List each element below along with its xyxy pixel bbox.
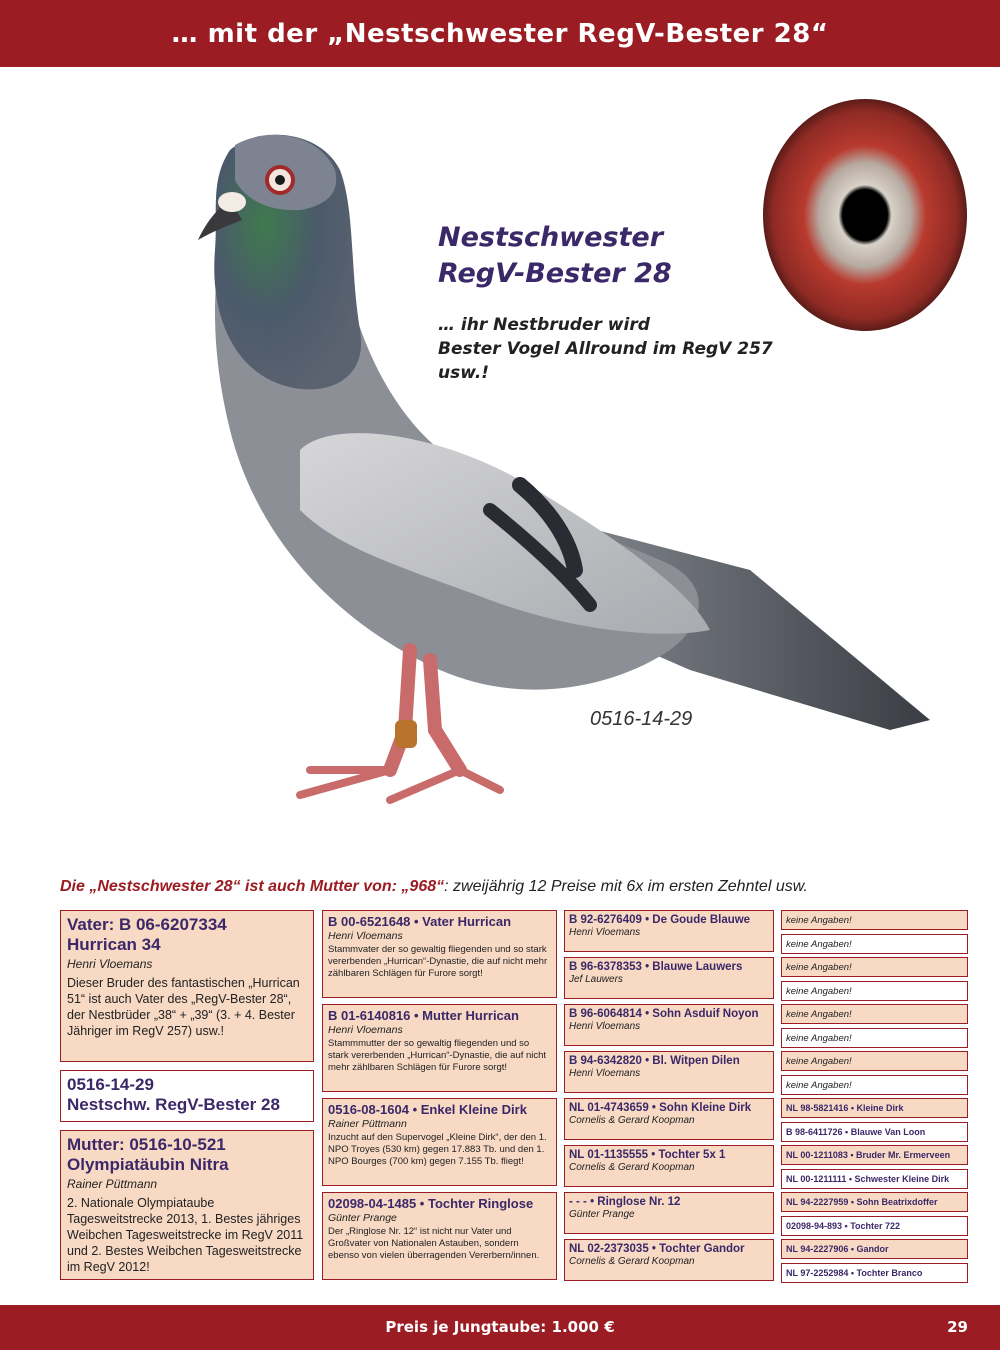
gg-grandparent-box: NL 97-2252984 • Tochter Branco xyxy=(781,1263,968,1283)
great-grandparent-box xyxy=(564,957,774,999)
pedigree-mother xyxy=(60,1130,314,1280)
father-title-2: Hurrican 34 xyxy=(67,935,161,954)
great-grandparent-title: - - - • Ringlose Nr. 12 xyxy=(569,1196,681,1208)
gg-grandparent-box: NL 94-2227959 • Sohn Beatrixdoffer xyxy=(781,1192,968,1212)
grandparent-description: Der „Ringlose Nr. 12“ ist nicht nur Vater und Großvater von Nationalen Astauben, sondern ebenso von vielen überragenden Vererbern/innen. xyxy=(328,1226,540,1261)
great-grandparent-box xyxy=(564,1145,774,1187)
gg-grandparent-box: NL 94-2227906 • Gandor xyxy=(781,1239,968,1259)
header-title: … mit der „Nestschwester RegV-Bester 28“ xyxy=(171,18,829,49)
price-text: Preis je Jungtaube: 1.000 € xyxy=(385,1318,615,1336)
gg-grandparent-box: NL 00-1211083 • Bruder Mr. Ermerveen xyxy=(781,1145,968,1165)
gg-grandparent-box: keine Angaben! xyxy=(781,1051,968,1071)
headline-line-1: Nestschwester xyxy=(438,222,664,253)
grandparent-breeder: Günter Prange xyxy=(328,1212,397,1224)
father-description: Dieser Bruder des fantastischen „Hurrican 51“ ist auch Vater des „RegV-Bester 28“, der Nestbrüder „38“ + „39“ (3. + 4. Bester Jähriger im RegV 257) usw.! xyxy=(67,976,300,1038)
grandparent-description: Stammmutter der so gewaltig fliegenden und so stark vererbenden „Hurrican“-Dynastie, die auf nicht mehr zählbaren Schlägen für Furore sorgt! xyxy=(328,1038,547,1073)
self-title-2: Nestschw. RegV-Bester 28 xyxy=(67,1095,280,1114)
great-grandparent-title: B 94-6342820 • Bl. Witpen Dilen xyxy=(569,1055,740,1067)
offspring-note-text: : zweijährig 12 Preise mit 6x im ersten Zehntel usw. xyxy=(444,878,808,895)
pedigree-self xyxy=(60,1070,314,1122)
gg-grandparent-box: keine Angaben! xyxy=(781,981,968,1001)
mother-description: 2. Nationale Olympiataube Tagesweitstrecke 2013, 1. Bestes jähriges Weibchen Tagesweitstrecke im RegV 2011 und 2. Bestes Weibchen Tagesweitstrecke im RegV 2012! xyxy=(67,1196,304,1274)
page-number: 29 xyxy=(947,1318,968,1336)
subheadline-line-2: Bester Vogel Allround im RegV 257 xyxy=(438,339,773,359)
grandparent-description: Stammvater der so gewaltig fliegenden und so stark vererbenden „Hurrican“-Dynastie, die auf nicht mehr zählbaren Schlägen für Furore sorgt! xyxy=(328,944,548,979)
grandparent-breeder: Henri Vloemans xyxy=(328,930,403,942)
father-breeder: Henri Vloemans xyxy=(67,957,153,971)
self-title-1: 0516-14-29 xyxy=(67,1075,154,1094)
grandparent-box xyxy=(322,1098,557,1186)
grandparent-box xyxy=(322,1004,557,1092)
grandparent-box xyxy=(322,1192,557,1280)
great-grandparent-breeder: Henri Vloemans xyxy=(569,1068,641,1079)
gg-grandparent-box: keine Angaben! xyxy=(781,934,968,954)
grandparent-description: Inzucht auf den Supervogel „Kleine Dirk“, der den 1. NPO Troyes (530 km) gegen 17.883 Tb. und den 1. NPO Bourges (700 km) gegen 7.155 Tb. fliegt! xyxy=(328,1132,547,1167)
subheadline xyxy=(438,313,773,385)
ring-number: 0516-14-29 xyxy=(590,708,693,730)
great-grandparent-title: NL 02-2373035 • Tochter Gandor xyxy=(569,1243,745,1255)
great-grandparent-breeder: Jef Lauwers xyxy=(569,974,623,985)
great-grandparent-box xyxy=(564,1004,774,1046)
great-grandparent-breeder: Henri Vloemans xyxy=(569,927,641,938)
great-grandparent-title: B 92-6276409 • De Goude Blauwe xyxy=(569,914,751,926)
subheadline-line-3: usw.! xyxy=(438,363,490,383)
gg-grandparent-box: NL 98-5821416 • Kleine Dirk xyxy=(781,1098,968,1118)
grandparent-title: B 01-6140816 • Mutter Hurrican xyxy=(328,1008,519,1023)
great-grandparent-title: B 96-6064814 • Sohn Asduif Noyon xyxy=(569,1008,759,1020)
mother-title-2: Olympiatäubin Nitra xyxy=(67,1155,229,1174)
great-grandparent-breeder: Günter Prange xyxy=(569,1209,635,1220)
headline-line-2: RegV-Bester 28 xyxy=(438,258,672,289)
great-grandparent-breeder: Henri Vloemans xyxy=(569,1021,641,1032)
grandparent-breeder: Henri Vloemans xyxy=(328,1024,403,1036)
great-grandparent-title: NL 01-4743659 • Sohn Kleine Dirk xyxy=(569,1102,752,1114)
grandparent-breeder: Rainer Püttmann xyxy=(328,1118,407,1130)
gg-grandparent-box: keine Angaben! xyxy=(781,1075,968,1095)
offspring-note xyxy=(60,878,808,896)
great-grandparent-box xyxy=(564,1051,774,1093)
grandparent-box xyxy=(322,910,557,998)
great-grandparent-breeder: Cornelis & Gerard Koopman xyxy=(569,1256,695,1267)
eye-closeup-photo xyxy=(760,95,970,335)
gg-grandparent-box: keine Angaben! xyxy=(781,1028,968,1048)
gg-grandparent-box: 02098-94-893 • Tochter 722 xyxy=(781,1216,968,1236)
great-grandparent-box xyxy=(564,910,774,952)
mother-title-1: Mutter: 0516-10-521 xyxy=(67,1135,226,1154)
grandparent-title: 02098-04-1485 • Tochter Ringlose xyxy=(328,1196,534,1211)
great-grandparent-breeder: Cornelis & Gerard Koopman xyxy=(569,1162,695,1173)
mother-breeder: Rainer Püttmann xyxy=(67,1177,158,1191)
grandparent-title: B 00-6521648 • Vater Hurrican xyxy=(328,914,512,929)
great-grandparent-box xyxy=(564,1192,774,1234)
father-title-1: Vater: B 06-6207334 xyxy=(67,915,227,934)
gg-grandparent-box: B 98-6411726 • Blauwe Van Loon xyxy=(781,1122,968,1142)
pedigree-father xyxy=(60,910,314,1062)
gg-grandparent-box: keine Angaben! xyxy=(781,910,968,930)
gg-grandparent-box: keine Angaben! xyxy=(781,1004,968,1024)
great-grandparent-box xyxy=(564,1098,774,1140)
great-grandparent-title: B 96-6378353 • Blauwe Lauwers xyxy=(569,961,743,973)
gg-grandparent-box: NL 00-1211111 • Schwester Kleine Dirk xyxy=(781,1169,968,1189)
offspring-note-highlight: Die „Nestschwester 28“ ist auch Mutter von: „968“ xyxy=(60,878,445,895)
page-footer xyxy=(0,1305,1000,1350)
great-grandparent-box xyxy=(564,1239,774,1281)
grandparent-title: 0516-08-1604 • Enkel Kleine Dirk xyxy=(328,1102,527,1117)
headline xyxy=(438,220,672,292)
subheadline-line-1: … ihr Nestbruder wird xyxy=(438,315,650,335)
great-grandparent-breeder: Cornelis & Gerard Koopman xyxy=(569,1115,695,1126)
page-header xyxy=(0,0,1000,67)
gg-grandparent-box: keine Angaben! xyxy=(781,957,968,977)
great-grandparent-title: NL 01-1135555 • Tochter 5x 1 xyxy=(569,1149,726,1161)
